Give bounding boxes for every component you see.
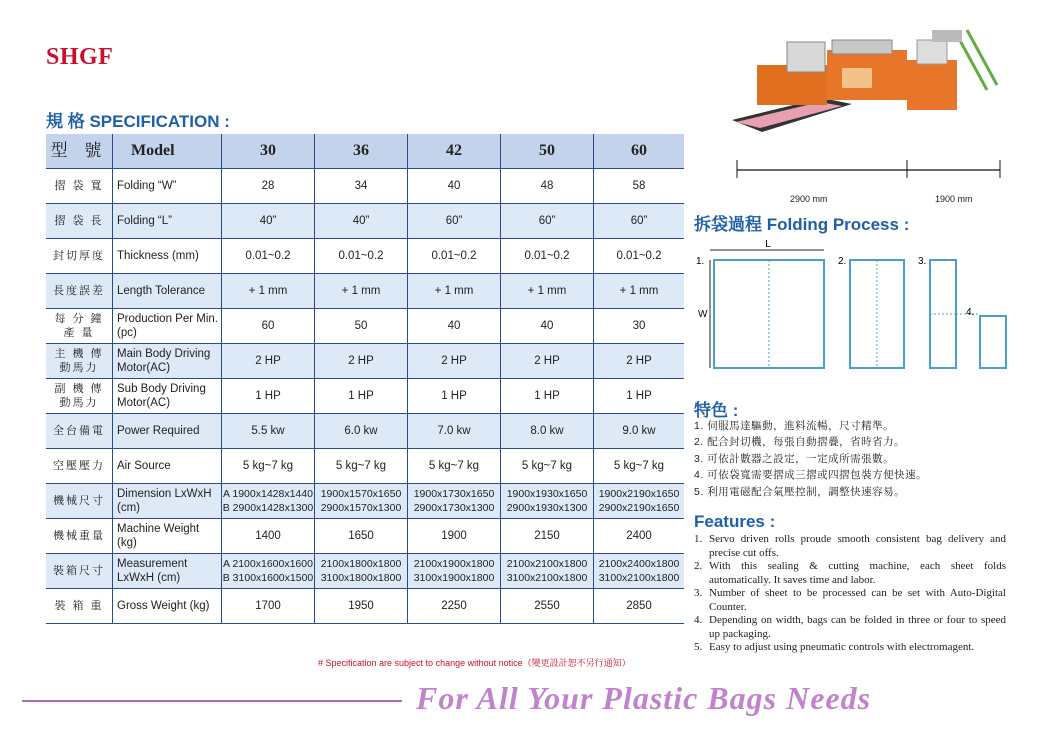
list-item	[694, 533, 1006, 560]
table-cell: A 1900x1428x1440 B 2900x1428x1300	[222, 484, 315, 519]
table-cell: + 1 mm	[501, 274, 594, 309]
folding-diagram	[690, 236, 1010, 376]
table-cell: 60”	[594, 204, 685, 239]
list-item: 2. 配合封切機，每張自動摺疊，省時省力。	[694, 436, 906, 449]
table-cell: A 2100x1600x1600 B 3100x1600x1500	[222, 554, 315, 589]
table-cell: 58	[594, 169, 685, 204]
dimension-left: 2900 mm	[790, 194, 828, 204]
table-cell: 48	[501, 169, 594, 204]
table-cell: 1650	[315, 519, 408, 554]
row-label-zh: 摺 袋 寬	[46, 169, 113, 204]
table-cell: 2150	[501, 519, 594, 554]
table-cell: 60”	[501, 204, 594, 239]
dimension-right: 1900 mm	[935, 194, 973, 204]
table-row	[46, 449, 684, 484]
table-cell: 5 kg~7 kg	[408, 449, 501, 484]
step-4-bag	[980, 316, 1006, 368]
model-col: 60	[594, 134, 685, 169]
table-row	[46, 554, 684, 589]
table-row	[46, 239, 684, 274]
table-cell: 1900x1730x1650 2900x1730x1300	[408, 484, 501, 519]
table-cell: 1400	[222, 519, 315, 554]
step-1-label: 1.	[696, 256, 705, 267]
table-cell: 0.01~0.2	[315, 239, 408, 274]
list-item: 5. 利用電磁配合氣壓控制，調整快速容易。	[694, 485, 906, 498]
table-row	[46, 169, 684, 204]
table-cell: + 1 mm	[594, 274, 685, 309]
row-label-zh: 主 機 傳動馬力	[46, 344, 113, 379]
item-number: 2.	[694, 560, 703, 572]
features-en-list	[694, 533, 1006, 655]
features-zh-list	[694, 418, 927, 500]
row-label-zh: 長度誤差	[46, 274, 113, 309]
table-cell: 1 HP	[408, 379, 501, 414]
features-zh-heading: 特色 :	[694, 401, 739, 420]
row-label-zh: 空壓壓力	[46, 449, 113, 484]
list-item: 1. 伺服馬達驅動，進料流暢，尺寸精準。	[694, 420, 895, 432]
table-cell: 0.01~0.2	[222, 239, 315, 274]
table-cell: 60”	[408, 204, 501, 239]
row-label-en: Length Tolerance	[113, 274, 222, 309]
row-label-en: Folding “L”	[113, 204, 222, 239]
table-cell: 30	[594, 309, 685, 344]
table-cell: 2400	[594, 519, 685, 554]
table-cell: 9.0 kw	[594, 414, 685, 449]
table-row	[46, 484, 684, 519]
slogan: For All Your Plastic Bags Needs	[416, 680, 872, 716]
row-label-en: Measurement LxWxH (cm)	[113, 554, 222, 589]
footer-divider	[22, 700, 402, 702]
row-label-zh: 摺 袋 長	[46, 204, 113, 239]
table-cell: 5 kg~7 kg	[222, 449, 315, 484]
row-label-zh: 全台備電	[46, 414, 113, 449]
row-label-en: Machine Weight (kg)	[113, 519, 222, 554]
table-cell: 0.01~0.2	[408, 239, 501, 274]
table-cell: 8.0 kw	[501, 414, 594, 449]
list-item	[694, 641, 1006, 655]
brand-logo: SHGF	[46, 44, 114, 70]
table-cell: 1900x1930x1650 2900x1930x1300	[501, 484, 594, 519]
row-label-en: Power Required	[113, 414, 222, 449]
table-cell: 1 HP	[594, 379, 685, 414]
table-cell: 2 HP	[222, 344, 315, 379]
table-cell: 34	[315, 169, 408, 204]
table-cell: 1700	[222, 589, 315, 624]
table-cell: 1 HP	[315, 379, 408, 414]
table-cell: 2850	[594, 589, 685, 624]
row-label-en: Dimension LxWxH (cm)	[113, 484, 222, 519]
spec-heading: 規 格 SPECIFICATION :	[46, 112, 230, 131]
table-cell: 28	[222, 169, 315, 204]
step-3-label: 3.	[918, 256, 927, 267]
item-text: Number of sheet to be processed can be set with Auto-Digital Counter.	[709, 587, 1006, 613]
table-cell: 5 kg~7 kg	[594, 449, 685, 484]
table-cell: 2 HP	[408, 344, 501, 379]
item-text: Depending on width, bags can be folded in three or four to speed up packaging.	[709, 614, 1006, 640]
table-cell: 2100x2400x1800 3100x2100x1800	[594, 554, 685, 589]
row-label-zh: 機械重量	[46, 519, 113, 554]
table-cell: 1 HP	[501, 379, 594, 414]
table-cell: 5 kg~7 kg	[501, 449, 594, 484]
row-label-en: Thickness (mm)	[113, 239, 222, 274]
list-item	[694, 560, 1006, 587]
folding-heading: 拆袋過程 Folding Process :	[694, 215, 910, 234]
row-label-en: Main Body Driving Motor(AC)	[113, 344, 222, 379]
row-label-zh: 機械尺寸	[46, 484, 113, 519]
step-4-label: 4.	[966, 307, 975, 318]
header-model: Model	[113, 134, 222, 169]
step-2-label: 2.	[838, 256, 847, 267]
table-row	[46, 589, 684, 624]
row-label-en: Folding “W”	[113, 169, 222, 204]
table-row	[46, 379, 684, 414]
table-cell: 40	[501, 309, 594, 344]
table-cell: 2550	[501, 589, 594, 624]
table-row	[46, 309, 684, 344]
row-label-en: Air Source	[113, 449, 222, 484]
table-cell: 1900	[408, 519, 501, 554]
table-cell: 0.01~0.2	[594, 239, 685, 274]
model-col: 36	[315, 134, 408, 169]
machine-illustration	[732, 20, 1022, 180]
table-cell: 2 HP	[594, 344, 685, 379]
table-cell: 50	[315, 309, 408, 344]
item-text: Servo driven rolls proude smooth consistent bag delivery and precise cut offs.	[709, 533, 1006, 559]
table-cell: 2100x2100x1800 3100x2100x1800	[501, 554, 594, 589]
table-row	[46, 274, 684, 309]
table-cell: 2250	[408, 589, 501, 624]
list-item	[694, 587, 1006, 614]
item-number: 5.	[694, 641, 703, 653]
table-cell: 1950	[315, 589, 408, 624]
label-L: L	[765, 239, 771, 250]
table-row	[46, 519, 684, 554]
spec-table	[46, 134, 684, 624]
table-cell: 2100x1900x1800 3100x1900x1800	[408, 554, 501, 589]
table-cell: 2 HP	[501, 344, 594, 379]
table-cell: 1900x2190x1650 2900x2190x1650	[594, 484, 685, 519]
table-cell: 2 HP	[315, 344, 408, 379]
model-col: 30	[222, 134, 315, 169]
table-cell: 40	[408, 169, 501, 204]
row-label-zh: 裝箱尺寸	[46, 554, 113, 589]
row-label-en: Gross Weight (kg)	[113, 589, 222, 624]
table-cell: 7.0 kw	[408, 414, 501, 449]
item-number: 1.	[694, 533, 703, 545]
item-text: With this sealing & cutting machine, each sheet folds automatically. It saves time and labor.	[709, 560, 1006, 586]
row-label-en: Production Per Min.(pc)	[113, 309, 222, 344]
table-cell: 60	[222, 309, 315, 344]
table-header-row	[46, 134, 684, 169]
row-label-zh: 副 機 傳動馬力	[46, 379, 113, 414]
list-item	[694, 614, 1006, 641]
spec-note: # Specification are subject to change without notice（變更設計恕不另行通知）	[318, 658, 631, 668]
table-cell: + 1 mm	[222, 274, 315, 309]
table-cell: 40	[408, 309, 501, 344]
list-item: 4. 可依袋寬需要摺成三摺或四摺包裝方便快速。	[694, 469, 928, 482]
row-label-zh: 每 分 鐘 產 量	[46, 309, 113, 344]
table-cell: 40”	[222, 204, 315, 239]
table-row	[46, 204, 684, 239]
table-cell: + 1 mm	[408, 274, 501, 309]
item-number: 3.	[694, 587, 703, 599]
features-en-heading: Features :	[694, 512, 776, 531]
item-number: 4.	[694, 614, 703, 626]
table-row	[46, 414, 684, 449]
table-cell: 5.5 kw	[222, 414, 315, 449]
table-row	[46, 344, 684, 379]
table-cell: 1 HP	[222, 379, 315, 414]
model-col: 50	[501, 134, 594, 169]
table-cell: 40”	[315, 204, 408, 239]
table-cell: 2100x1800x1800 3100x1800x1800	[315, 554, 408, 589]
table-cell: 6.0 kw	[315, 414, 408, 449]
item-text: Easy to adjust using pneumatic controls with electromagent.	[709, 641, 975, 653]
table-cell: 1900x1570x1650 2900x1570x1300	[315, 484, 408, 519]
row-label-en: Sub Body Driving Motor(AC)	[113, 379, 222, 414]
table-cell: 0.01~0.2	[501, 239, 594, 274]
row-label-zh: 裝 箱 重	[46, 589, 113, 624]
header-zh: 型 號	[46, 134, 113, 169]
table-cell: + 1 mm	[315, 274, 408, 309]
table-cell: 5 kg~7 kg	[315, 449, 408, 484]
label-W: W	[698, 309, 708, 320]
row-label-zh: 封切厚度	[46, 239, 113, 274]
model-col: 42	[408, 134, 501, 169]
list-item: 3. 可依計數器之設定，一定成所需張數。	[694, 452, 895, 465]
